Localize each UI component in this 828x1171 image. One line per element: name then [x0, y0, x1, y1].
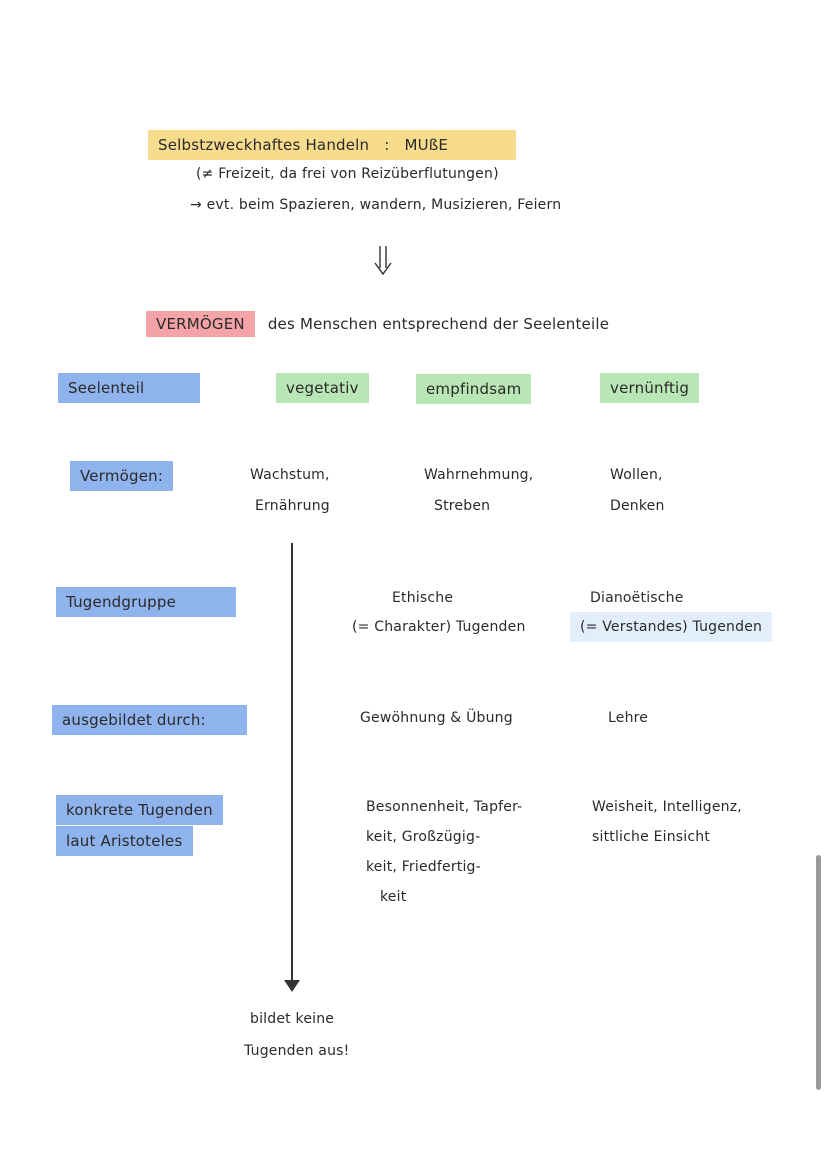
konkrete-ethisch-line1: Besonnenheit, Tapfer- — [366, 799, 523, 815]
tugendgruppe-dianoetische-sub: (= Verstandes) Tugenden — [570, 612, 772, 642]
seelenteil-empfindsam: empfindsam — [416, 374, 531, 404]
row-label-konkrete-line2: laut Aristoteles — [56, 826, 193, 856]
konkrete-ethisch-line2: keit, Großzügig- — [366, 829, 481, 845]
vermoegen-empfindsam-line2: Streben — [434, 498, 491, 514]
vermoegen-vernuenftig-line1: Wollen, — [610, 467, 663, 483]
row-label-ausgebildet: ausgebildet durch: — [52, 705, 247, 735]
row-label-konkrete-line1: konkrete Tugenden — [56, 795, 223, 825]
arrow-head-icon — [284, 980, 300, 992]
vertical-arrow-line — [291, 543, 293, 983]
section-title-rest: des Menschen entsprechend der Seelenteile — [267, 315, 610, 333]
section-title — [146, 313, 609, 335]
topic-heading — [148, 130, 516, 160]
tugendgruppe-dianoetische: Dianoëtische — [590, 590, 684, 606]
examples-note: → evt. beim Spazieren, wandern, Musizieren, Feiern — [190, 197, 562, 213]
konkrete-dianoetisch-line1: Weisheit, Intelligenz, — [592, 799, 742, 815]
konkrete-ethisch-line3: keit, Friedfertig- — [366, 859, 481, 875]
double-down-arrow-icon — [372, 246, 394, 276]
tugendgruppe-ethische-sub: (= Charakter) Tugenden — [352, 619, 526, 635]
tugendgruppe-ethische: Ethische — [392, 590, 454, 606]
ausgebildet-ethisch: Gewöhnung & Übung — [360, 710, 513, 726]
topic-heading-value: MUßE — [404, 136, 449, 154]
konkrete-dianoetisch-line2: sittliche Einsicht — [592, 829, 711, 845]
vermoegen-vegetativ-line1: Wachstum, — [250, 467, 330, 483]
seelenteil-vernuenftig: vernünftig — [600, 373, 699, 403]
ausgebildet-dianoetisch: Lehre — [608, 710, 649, 726]
konkrete-ethisch-line4: keit — [380, 889, 407, 905]
topic-heading-label: Selbstzweckhaftes Handeln — [158, 136, 370, 154]
vermoegen-vernuenftig-line2: Denken — [610, 498, 665, 514]
section-title-highlight: VERMÖGEN — [146, 311, 255, 337]
row-label-vermoegen: Vermögen: — [70, 461, 173, 491]
seelenteil-vegetativ: vegetativ — [276, 373, 369, 403]
footer-note-line2: Tugenden aus! — [244, 1043, 350, 1059]
row-label-tugendgruppe: Tugendgruppe — [56, 587, 236, 617]
vermoegen-vegetativ-line2: Ernährung — [255, 498, 330, 514]
definition-note: (≠ Freizeit, da frei von Reizüberflutungen) — [196, 166, 499, 182]
topic-heading-separator: : — [384, 136, 390, 154]
footer-note-line1: bildet keine — [250, 1011, 335, 1027]
vermoegen-empfindsam-line1: Wahrnehmung, — [424, 467, 534, 483]
scrollbar[interactable] — [816, 855, 821, 1090]
row-label-seelenteil: Seelenteil — [58, 373, 200, 403]
